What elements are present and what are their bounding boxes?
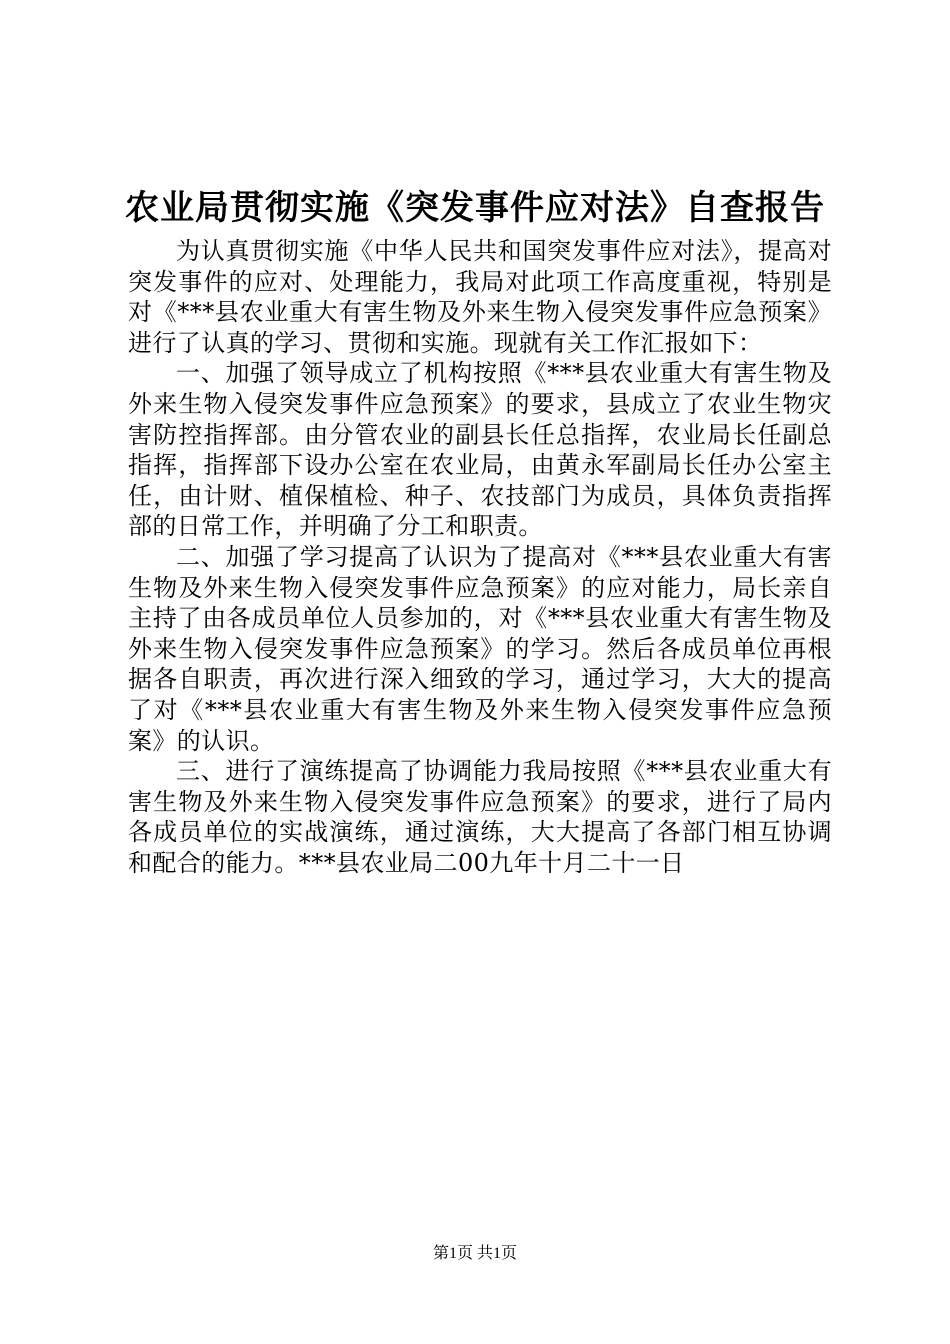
- intro-paragraph: 为认真贯彻实施《中华人民共和国突发事件应对法》，提高对突发事件的应对、处理能力，我局对此项工作高度重视，特别是对《***县农业重大有害生物及外来生物入侵突发事件应急预案》进行了认真的学习、贯彻和实施。现就有关工作汇报如下：: [128, 237, 832, 357]
- document-body: [128, 236, 832, 878]
- section-one-paragraph: 一、加强了领导成立了机构按照《***县农业重大有害生物及外来生物入侵突发事件应急预案》的要求，县成立了农业生物灾害防控指挥部。由分管农业的副县长任总指挥，农业局长任副总指挥，指挥部下设办公室在农业局，由黄永军副局长任办公室主任，由计财、植保植检、种子、农技部门为成员，具体负责指挥部的日常工作，并明确了分工和职责。: [128, 359, 832, 541]
- document-title: 农业局贯彻实施《突发事件应对法》自查报告: [125, 188, 825, 228]
- page-number-footer: 第1页 共1页: [432, 1245, 517, 1262]
- section-two-paragraph: 二、加强了学习提高了认识为了提高对《***县农业重大有害生物及外来生物入侵突发事件应急预案》的应对能力，局长亲自主持了由各成员单位人员参加的，对《***县农业重大有害生物及外来生物入侵突发事件应急预案》的学习。然后各成员单位再根据各自职责，再次进行深入细致的学习，通过学习，大大的提高了对《***县农业重大有害生物及外来生物入侵突发事件应急预案》的认识。: [128, 542, 832, 755]
- section-three-paragraph: 三、进行了演练提高了协调能力我局按照《***县农业重大有害生物及外来生物入侵突发事件应急预案》的要求，进行了局内各成员单位的实战演练，通过演练，大大提高了各部门相互协调和配合的能力。***县农业局二00九年十月二十一日: [128, 757, 832, 877]
